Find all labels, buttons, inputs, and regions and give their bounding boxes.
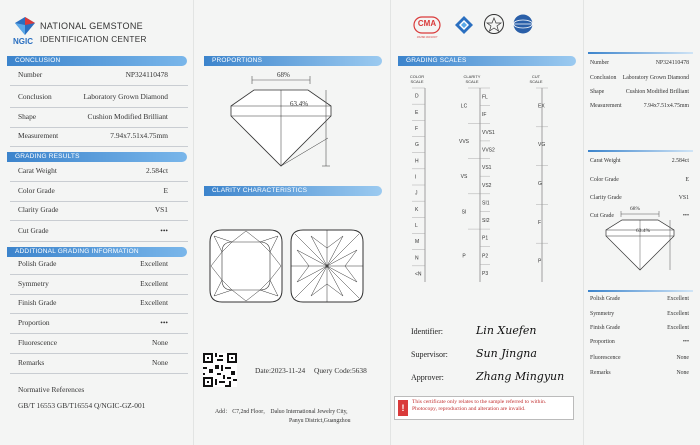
diamond-logo-icon bbox=[454, 15, 474, 35]
color-grade-label: H bbox=[415, 158, 419, 165]
additional-row-label: Fluorescence bbox=[18, 338, 57, 347]
right-extra-row-value: Excellent bbox=[667, 311, 689, 317]
right-top-bar bbox=[588, 52, 693, 54]
clarity-group-label: VS bbox=[460, 174, 468, 181]
clarity-grade-label: VVS1 bbox=[482, 129, 495, 136]
cut-grade-label: VG bbox=[538, 142, 546, 149]
signature-name: Zhang Mingyun bbox=[476, 370, 565, 383]
fold-line bbox=[583, 0, 584, 445]
right-info-row-label: Conclusion bbox=[590, 75, 617, 81]
additional-row-value: Excellent bbox=[140, 298, 168, 307]
clarity-group-label: VVS bbox=[458, 138, 470, 145]
grading-row-value: 2.584ct bbox=[146, 166, 168, 175]
right-extra-row-label: Fluorescence bbox=[590, 355, 621, 361]
row-divider bbox=[10, 274, 188, 275]
clarity-group-label: P bbox=[462, 253, 466, 260]
section-grading-scales: GRADING SCALES bbox=[398, 56, 576, 66]
signature-name: Sun Jingna bbox=[476, 347, 537, 360]
cut-scale-header: CUT SCALE bbox=[529, 74, 543, 84]
right-info-row-value: 7.94x7.51x4.75mm bbox=[643, 103, 689, 109]
query-label: Query Code: bbox=[314, 366, 352, 375]
clarity-grade-label: SI1 bbox=[482, 200, 490, 207]
right-extra-row-label: Symmetry bbox=[590, 311, 615, 317]
clarity-grade-label: VVS2 bbox=[482, 147, 495, 154]
color-grade-label: I bbox=[415, 174, 417, 181]
signature-label: Approver: bbox=[411, 373, 444, 382]
color-grade-label: D bbox=[415, 93, 419, 100]
cut-grade-label: P bbox=[538, 258, 542, 265]
disclaimer-text: This certificate only relates to the sample referred to within. Photocopy, reproduction and alteration are invalid. bbox=[412, 399, 547, 412]
logo-text: NGIC bbox=[13, 37, 33, 46]
row-divider bbox=[10, 181, 188, 182]
normative-title: Normative References bbox=[18, 385, 85, 394]
right-proportion-diagram bbox=[596, 206, 684, 276]
right-info-row-value: Laboratory Grown Diamond bbox=[622, 75, 689, 81]
conclusion-row-label: Measurement bbox=[18, 131, 59, 140]
row-divider bbox=[10, 107, 188, 108]
additional-row-label: Polish Grade bbox=[18, 259, 57, 268]
color-grade-label: L bbox=[415, 223, 418, 230]
additional-row-value: None bbox=[151, 338, 168, 347]
ngic-logo bbox=[14, 16, 36, 36]
conclusion-row-value: Cushion Modified Brilliant bbox=[87, 112, 168, 121]
color-grade-label: F bbox=[415, 126, 419, 133]
grading-row-label: Color Grade bbox=[18, 186, 55, 195]
org-name-line2: IDENTIFICATION CENTER bbox=[40, 35, 147, 44]
row-divider bbox=[10, 201, 188, 202]
right-grade-row-label: Carat Weight bbox=[590, 158, 621, 164]
additional-row-value: ••• bbox=[160, 318, 168, 327]
right-grade-row-label: Cut Grade bbox=[590, 213, 614, 219]
right-info-row-label: Number bbox=[590, 60, 609, 66]
right-extra-row-value: Excellent bbox=[667, 325, 689, 331]
cma-text: CMA bbox=[417, 19, 437, 28]
address-line1: Add： C7,2nd Floor， Daluo International Jewelry City, bbox=[215, 409, 348, 415]
color-grade-label: M bbox=[415, 239, 420, 246]
section-grading-results: GRADING RESULTS bbox=[7, 152, 187, 162]
clarity-grade-label: P2 bbox=[482, 253, 489, 260]
row-divider bbox=[10, 373, 188, 374]
section-clarity: CLARITY CHARACTERISTICS bbox=[204, 186, 382, 196]
color-grade-label: N bbox=[415, 255, 419, 262]
signature-label: Identifier: bbox=[411, 327, 443, 336]
right-grade-row-label: Color Grade bbox=[590, 177, 619, 183]
additional-row-label: Symmetry bbox=[18, 279, 49, 288]
right-table-percent: 68% bbox=[630, 206, 641, 212]
right-extra-row-value: Excellent bbox=[667, 296, 689, 302]
right-bottom-bar bbox=[588, 290, 693, 292]
signature-label: Supervisor: bbox=[411, 350, 448, 359]
conclusion-row-value: 7.94x7.51x4.75mm bbox=[110, 131, 168, 140]
clarity-scale-header: CLARITY SCALE bbox=[463, 74, 481, 84]
additional-row-label: Finish Grade bbox=[18, 298, 57, 307]
color-grade-label: E bbox=[415, 109, 419, 116]
row-divider bbox=[10, 241, 188, 242]
grading-row-label: Carat Weight bbox=[18, 166, 57, 175]
globe-mark-icon bbox=[512, 13, 534, 35]
normative-text: GB/T 16553 GB/T16554 Q/NGIC-GZ-001 bbox=[18, 401, 146, 410]
right-extra-row-label: Polish Grade bbox=[590, 296, 621, 302]
conclusion-row-value: Laboratory Grown Diamond bbox=[83, 92, 168, 101]
ilac-mark-icon bbox=[483, 13, 505, 35]
additional-row-label: Remarks bbox=[18, 358, 45, 367]
cma-number: 182601601007 bbox=[416, 35, 438, 39]
right-depth-percent: 63.4% bbox=[636, 228, 651, 234]
date-value: 2023-11-24 bbox=[271, 366, 306, 375]
additional-row-value: None bbox=[151, 358, 168, 367]
grading-row-label: Cut Grade bbox=[18, 226, 49, 235]
warning-icon: ! bbox=[398, 400, 408, 416]
right-extra-row-value: None bbox=[676, 355, 689, 361]
section-proportions: PROPORTIONS bbox=[204, 56, 382, 66]
proportion-diagram bbox=[218, 66, 343, 176]
color-grade-label: J bbox=[415, 190, 418, 197]
grading-row-value: ••• bbox=[160, 226, 168, 235]
signature-name: Lin Xuefen bbox=[476, 324, 537, 337]
grading-scales-graphic bbox=[398, 86, 578, 286]
row-divider bbox=[10, 146, 188, 147]
right-extra-row-label: Remarks bbox=[590, 370, 611, 376]
additional-row-label: Proportion bbox=[18, 318, 50, 327]
right-grade-row-value: 2.584ct bbox=[671, 158, 689, 164]
disclaimer-box bbox=[394, 396, 574, 420]
clarity-grade-label: VS1 bbox=[482, 165, 492, 172]
right-extra-row-value: None bbox=[676, 370, 689, 376]
cma-badge bbox=[413, 16, 441, 40]
clarity-grade-label: SI2 bbox=[482, 218, 490, 225]
color-grade-label: K bbox=[415, 206, 419, 213]
right-grade-row-value: E bbox=[685, 177, 689, 183]
row-divider bbox=[10, 85, 188, 86]
clarity-grade-label: IF bbox=[482, 112, 487, 119]
row-divider bbox=[10, 353, 188, 354]
row-divider bbox=[10, 294, 188, 295]
right-grade-row-value: ••• bbox=[682, 213, 689, 219]
right-grade-bar bbox=[588, 150, 693, 152]
section-conclusion: CONCLUSION bbox=[7, 56, 187, 66]
qr-code[interactable] bbox=[203, 353, 237, 387]
right-info-row-label: Measurement bbox=[590, 103, 622, 109]
date-line bbox=[255, 366, 305, 375]
conclusion-row-value: NP324110478 bbox=[125, 70, 168, 79]
table-percent: 68% bbox=[277, 71, 290, 79]
crown-plot-diagram bbox=[208, 228, 284, 304]
additional-row-value: Excellent bbox=[140, 279, 168, 288]
grading-row-label: Clarity Grade bbox=[18, 205, 59, 214]
right-info-row-value: NP324110478 bbox=[655, 60, 689, 66]
conclusion-row-label: Conclusion bbox=[18, 92, 52, 101]
right-grade-row-label: Clarity Grade bbox=[590, 195, 622, 201]
right-info-row-label: Shape bbox=[590, 89, 605, 95]
pavilion-plot-diagram bbox=[289, 228, 365, 304]
clarity-grade-label: P3 bbox=[482, 270, 489, 277]
right-extra-row-label: Finish Grade bbox=[590, 325, 621, 331]
conclusion-row-label: Shape bbox=[18, 112, 37, 121]
row-divider bbox=[10, 220, 188, 221]
fold-line bbox=[390, 0, 391, 445]
clarity-group-label: LC bbox=[460, 103, 468, 110]
row-divider bbox=[10, 313, 188, 314]
fold-line bbox=[193, 0, 194, 445]
depth-percent: 63.4% bbox=[290, 100, 309, 108]
row-divider bbox=[10, 333, 188, 334]
color-grade-label: G bbox=[415, 142, 419, 149]
clarity-grade-label: VS2 bbox=[482, 182, 492, 189]
date-label: Date: bbox=[255, 366, 272, 375]
right-grade-row-value: VS1 bbox=[678, 195, 689, 201]
clarity-grade-label: FL bbox=[482, 94, 488, 101]
right-extra-row-value: ••• bbox=[682, 339, 689, 345]
grading-row-value: VS1 bbox=[154, 205, 168, 214]
additional-row-value: Excellent bbox=[140, 259, 168, 268]
grading-row-value: E bbox=[163, 186, 168, 195]
right-info-row-value: Cushion Modified Brilliant bbox=[625, 89, 689, 95]
clarity-group-label: SI bbox=[461, 209, 467, 216]
right-extra-row-label: Proportion bbox=[590, 339, 615, 345]
conclusion-row-label: Number bbox=[18, 70, 43, 79]
section-additional: ADDITIONAL GRADING INFORMATION bbox=[7, 247, 187, 257]
cut-grade-label: F bbox=[538, 219, 542, 226]
query-line bbox=[314, 366, 367, 375]
query-value: 5638 bbox=[351, 366, 367, 375]
color-scale-header: COLOR SCALE bbox=[409, 74, 425, 84]
cut-grade-label: G bbox=[538, 181, 542, 187]
cut-grade-label: EX bbox=[538, 103, 545, 110]
clarity-grade-label: P1 bbox=[482, 235, 489, 242]
row-divider bbox=[10, 127, 188, 128]
address-line2: Panyu District,Guangzhou bbox=[289, 418, 351, 424]
color-grade-label: <N bbox=[415, 271, 422, 278]
org-name-line1: NATIONAL GEMSTONE bbox=[40, 21, 143, 31]
